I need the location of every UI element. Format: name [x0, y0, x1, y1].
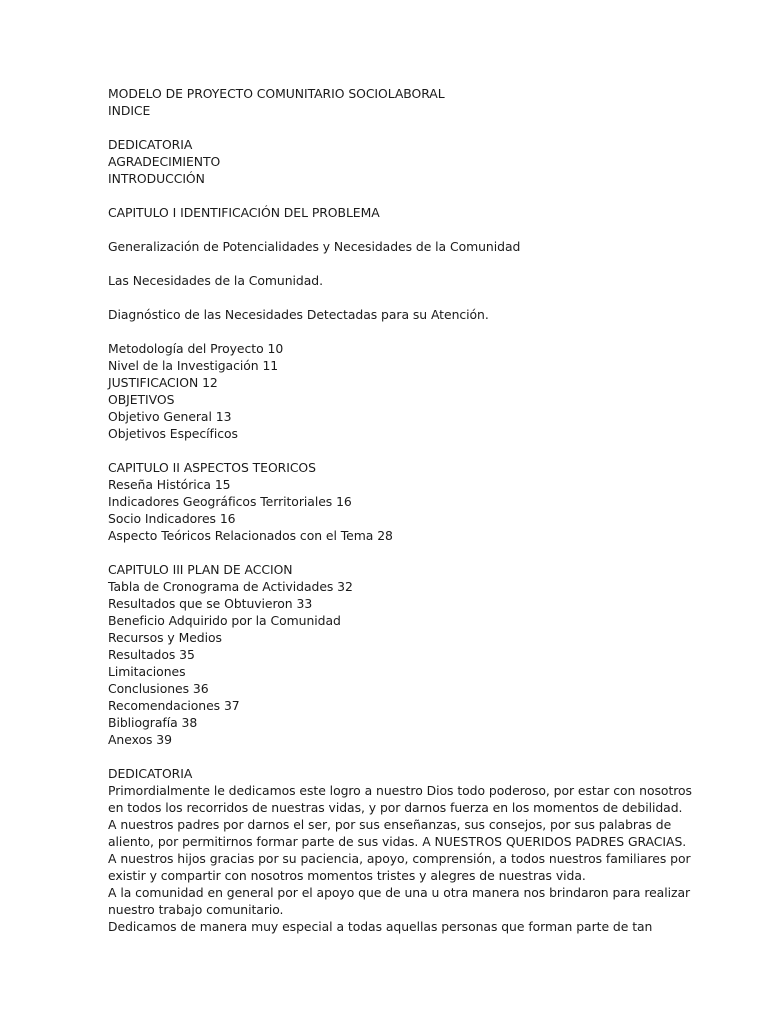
- toc-item: Metodología del Proyecto 10: [108, 341, 284, 356]
- toc-dedicatoria: DEDICATORIA: [108, 137, 193, 152]
- toc-item: Generalización de Potencialidades y Necesidades de la Comunidad: [108, 239, 521, 254]
- toc-item: Limitaciones: [108, 664, 186, 679]
- spacer: [108, 748, 648, 765]
- toc-item: Tabla de Cronograma de Actividades 32: [108, 579, 353, 594]
- toc-introduccion: INTRODUCCIÓN: [108, 171, 205, 186]
- dedication-line: en todos los recorridos de nuestras vidas, y por darnos fuerza en los momentos de debilidad.: [108, 800, 683, 815]
- dedication-line: Primordialmente le dedicamos este logro a nuestro Dios todo poderoso, por estar con nosotros: [108, 783, 692, 798]
- toc-item: Reseña Histórica 15: [108, 477, 231, 492]
- toc-item: Diagnóstico de las Necesidades Detectadas para su Atención.: [108, 307, 489, 322]
- toc-item: Objetivos Específicos: [108, 426, 238, 441]
- spacer: [108, 442, 648, 459]
- spacer: [108, 187, 648, 204]
- dedication-line: A nuestros hijos gracias por su paciencia, apoyo, comprensión, a todos nuestros familiares por: [108, 851, 691, 866]
- toc-item: Aspecto Teóricos Relacionados con el Tema 28: [108, 528, 393, 543]
- spacer: [108, 255, 648, 272]
- dedication-line: A nuestros padres por darnos el ser, por sus enseñanzas, sus consejos, por sus palabras de: [108, 817, 672, 832]
- toc-agradecimiento: AGRADECIMIENTO: [108, 154, 221, 169]
- spacer: [108, 323, 648, 340]
- index-heading: INDICE: [108, 103, 151, 118]
- dedication-heading: DEDICATORIA: [108, 766, 193, 781]
- toc-item: Indicadores Geográficos Territoriales 16: [108, 494, 352, 509]
- dedication-line: aliento, por permitirnos formar parte de sus vidas. A NUESTROS QUERIDOS PADRES GRACIAS.: [108, 834, 687, 849]
- toc-item: OBJETIVOS: [108, 392, 175, 407]
- dedication-line: nuestro trabajo comunitario.: [108, 902, 284, 917]
- toc-item: Socio Indicadores 16: [108, 511, 236, 526]
- toc-item: Resultados que se Obtuvieron 33: [108, 596, 313, 611]
- dedication-line: Dedicamos de manera muy especial a todas aquellas personas que forman parte de tan: [108, 919, 653, 934]
- toc-item: Anexos 39: [108, 732, 172, 747]
- dedication-line: existir y compartir con nosotros momentos tristes y alegres de nuestras vida.: [108, 868, 586, 883]
- chapter3-heading: CAPITULO III PLAN DE ACCION: [108, 562, 293, 577]
- toc-item: Conclusiones 36: [108, 681, 209, 696]
- spacer: [108, 544, 648, 561]
- chapter2-heading: CAPITULO II ASPECTOS TEORICOS: [108, 460, 316, 475]
- toc-item: Beneficio Adquirido por la Comunidad: [108, 613, 341, 628]
- spacer: [108, 289, 648, 306]
- toc-item: Las Necesidades de la Comunidad.: [108, 273, 323, 288]
- chapter1-heading: CAPITULO I IDENTIFICACIÓN DEL PROBLEMA: [108, 205, 380, 220]
- toc-item: Recomendaciones 37: [108, 698, 240, 713]
- toc-item: Recursos y Medios: [108, 630, 222, 645]
- toc-item: Bibliografía 38: [108, 715, 198, 730]
- toc-item: Nivel de la Investigación 11: [108, 358, 279, 373]
- toc-item: Objetivo General 13: [108, 409, 232, 424]
- document-title: MODELO DE PROYECTO COMUNITARIO SOCIOLABORAL: [108, 86, 445, 101]
- toc-item: JUSTIFICACION 12: [108, 375, 218, 390]
- spacer: [108, 119, 648, 136]
- dedication-line: A la comunidad en general por el apoyo que de una u otra manera nos brindaron para realizar: [108, 885, 691, 900]
- spacer: [108, 221, 648, 238]
- toc-item: Resultados 35: [108, 647, 195, 662]
- document-page: [108, 85, 692, 935]
